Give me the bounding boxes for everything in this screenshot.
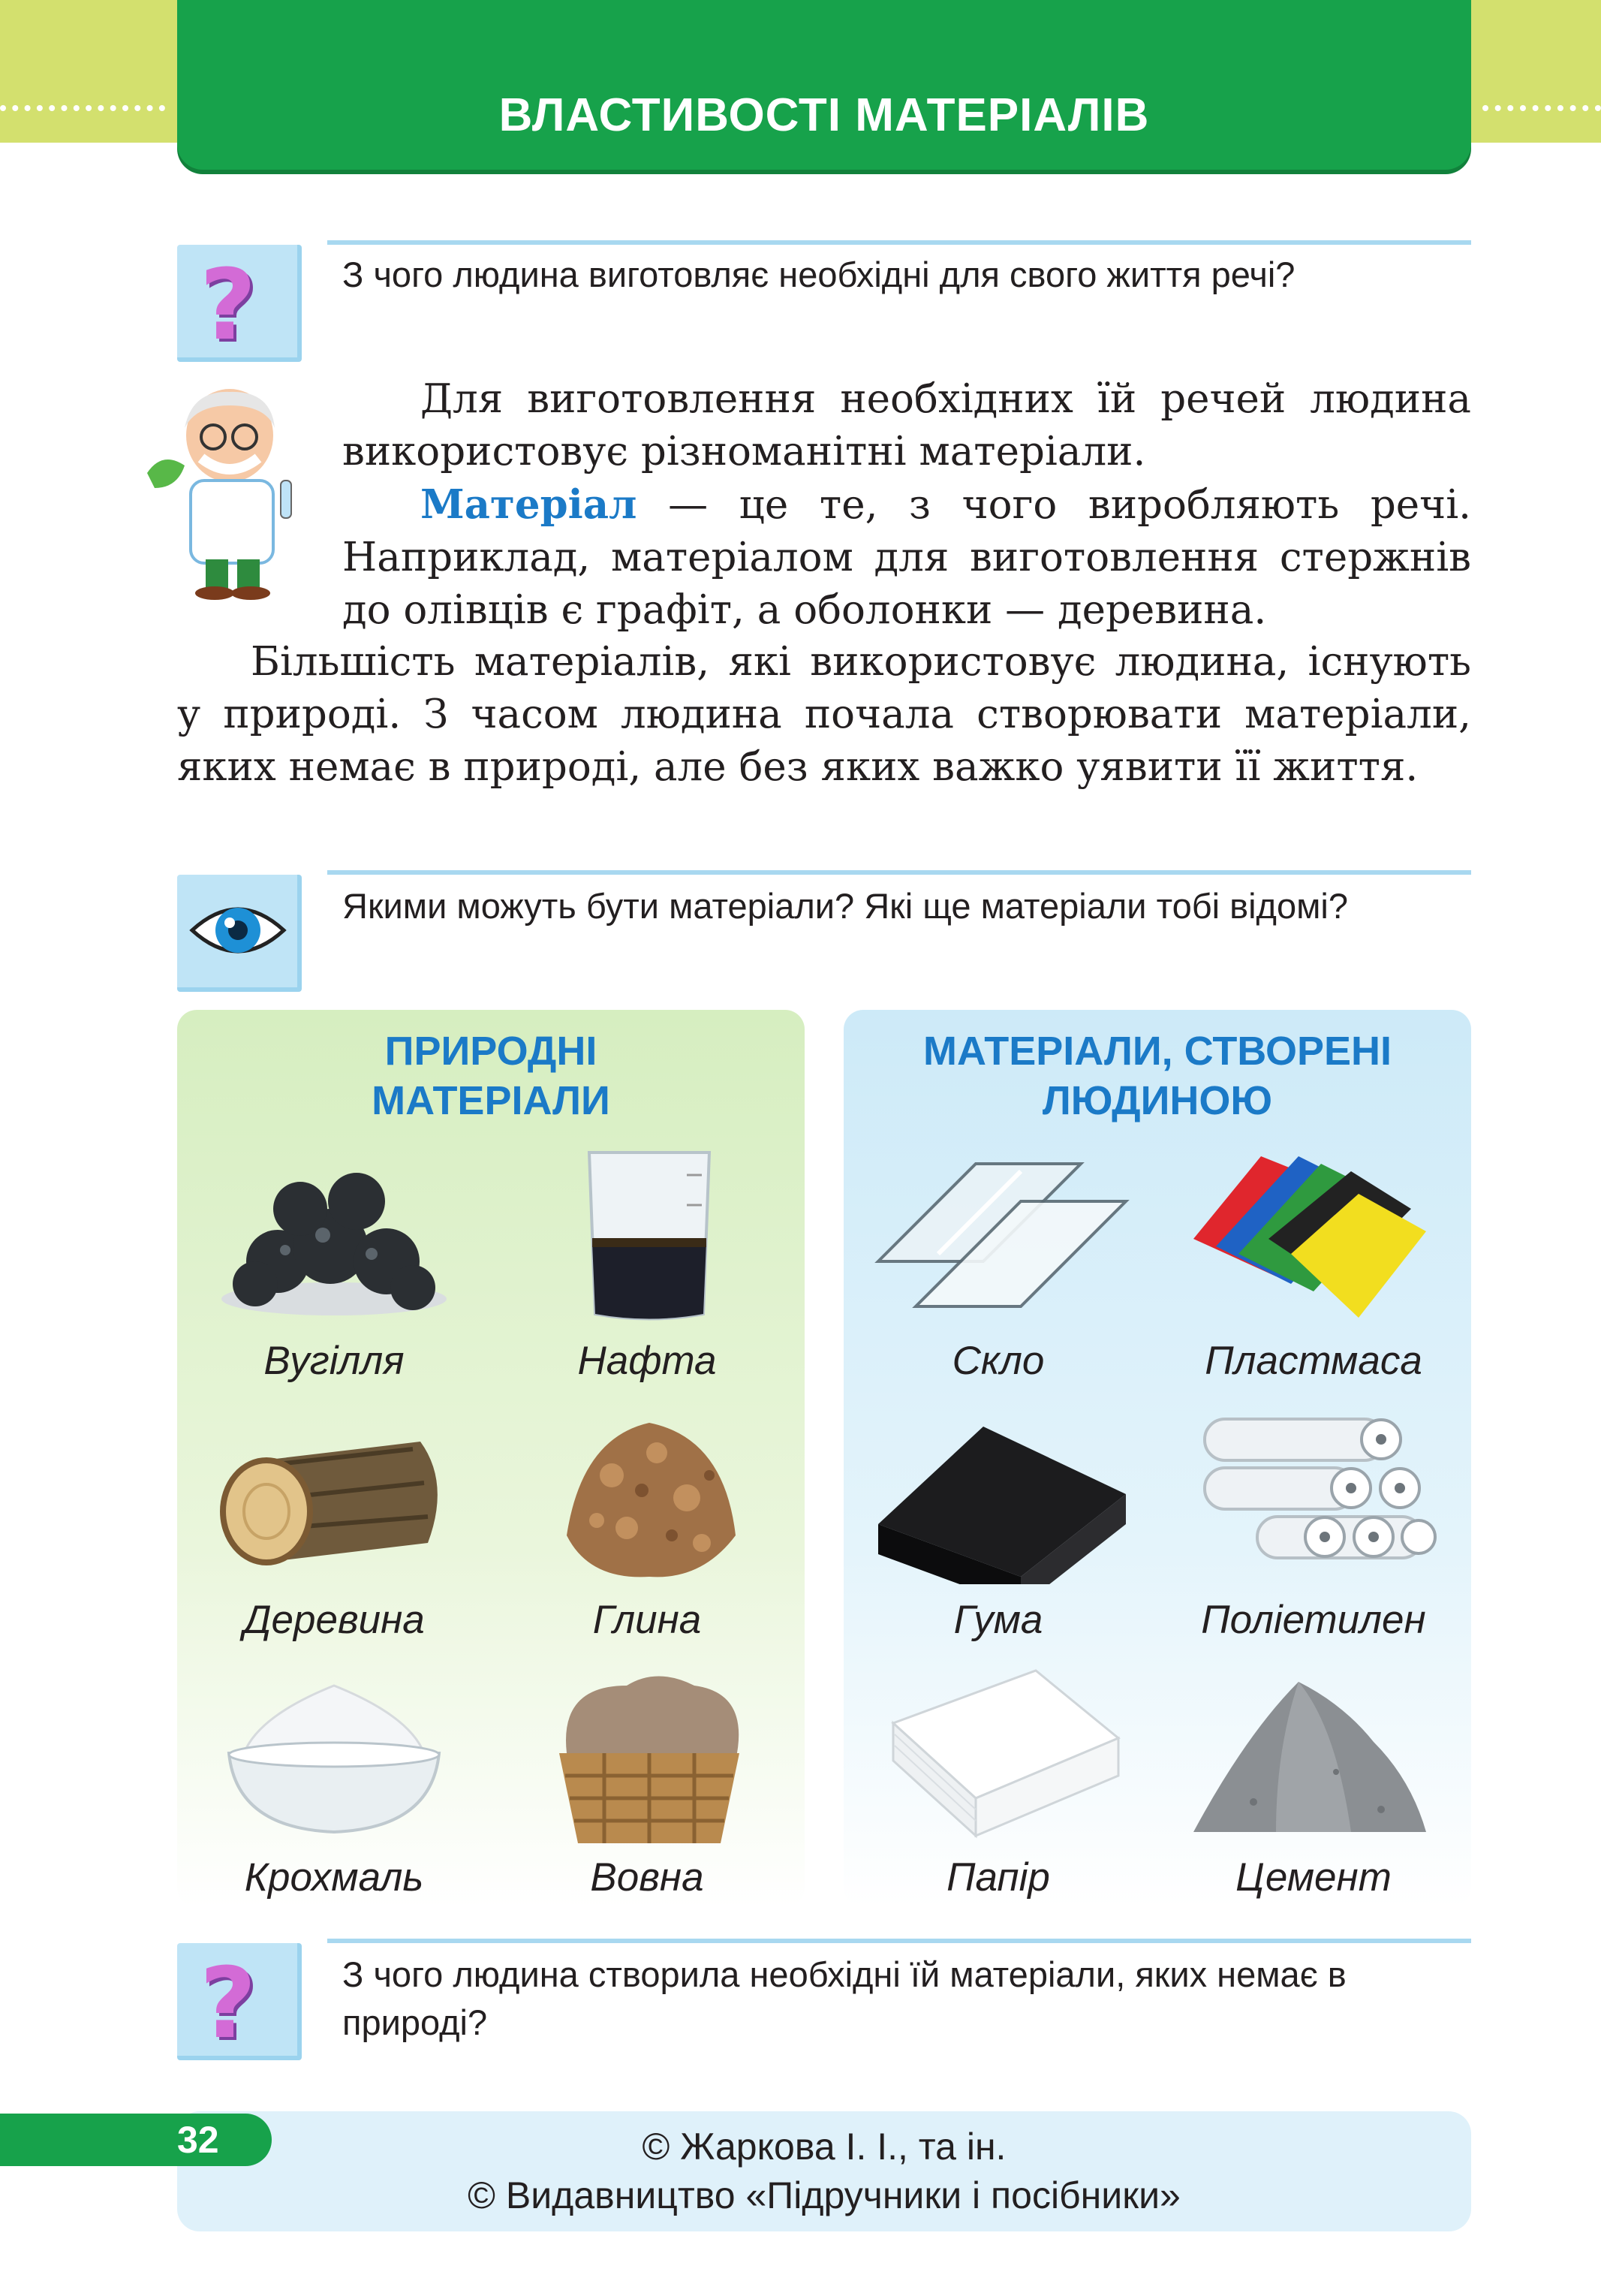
- page-number: 32: [177, 2119, 219, 2161]
- plastic-sheets-image-icon: [1186, 1141, 1434, 1321]
- natural-item-label: Деревина: [243, 1598, 425, 1642]
- natural-item-label: Вовна: [590, 1855, 704, 1900]
- copyright-publisher: © Видавництво «Підручники і посібники»: [468, 2174, 1181, 2216]
- page-title: ВЛАСТИВОСТІ МАТЕРІАЛІВ: [498, 89, 1150, 141]
- header-dots-left: [0, 105, 165, 111]
- question-mark-icon: ?: [177, 1943, 302, 2060]
- manmade-item-label: Пластмаса: [1205, 1339, 1422, 1383]
- film-rolls-image-icon: [1190, 1404, 1437, 1584]
- natural-item-label: Крохмаль: [244, 1855, 424, 1900]
- intro-paragraph-1: Для виготовлення необхідних їй речей людина використовує різноманітні матеріали.: [342, 376, 1471, 475]
- paper-stack-image-icon: [886, 1663, 1126, 1843]
- term-material: Матеріал: [420, 481, 637, 528]
- manmade-item-label: Папір: [946, 1855, 1050, 1900]
- observe-text: Якими можуть бути матеріали? Які ще матеріали тобі відомі?: [342, 886, 1349, 926]
- manmade-title-line-2: ЛЮДИНОЮ: [1042, 1078, 1273, 1123]
- header-dots-right: [1482, 105, 1601, 111]
- natural-title-line-1: ПРИРОДНІ: [384, 1029, 597, 1074]
- divider: [327, 870, 1471, 875]
- natural-item-label: Нафта: [577, 1339, 717, 1383]
- log-image-icon: [210, 1430, 458, 1580]
- divider: [327, 240, 1471, 245]
- intro-paragraph-2: Більшість матеріалів, які використовує людина, існують у природі. З часом людина почала створювати матеріали, яких немає в природі, але без яких важко уявити її життя.: [177, 639, 1471, 790]
- coal-image-icon: [210, 1149, 458, 1321]
- cement-pile-image-icon: [1186, 1659, 1434, 1847]
- question-text: З чого людина виготовляє необхідні для свого життя речі?: [342, 255, 1296, 294]
- natural-title-line-2: МАТЕРІАЛИ: [372, 1078, 610, 1123]
- oil-beaker-image-icon: [574, 1145, 724, 1325]
- copyright-authors: © Жаркова І. І., та ін.: [642, 2126, 1007, 2168]
- wool-basket-image-icon: [544, 1663, 754, 1851]
- definition-paragraph: [342, 478, 1471, 637]
- professor-mascot-icon: [132, 383, 312, 601]
- eye-icon: [177, 875, 302, 992]
- manmade-panel-title: [844, 1026, 1471, 1125]
- manmade-item-label: Поліетилен: [1201, 1598, 1426, 1642]
- clay-image-icon: [552, 1408, 747, 1588]
- manmade-item-label: Гума: [953, 1598, 1043, 1642]
- rubber-image-icon: [871, 1412, 1133, 1584]
- natural-item-label: Вугілля: [263, 1339, 405, 1383]
- manmade-item-label: Цемент: [1235, 1855, 1392, 1900]
- question-mark-icon: ?: [177, 245, 302, 362]
- glass-sheets-image-icon: [871, 1149, 1133, 1321]
- manmade-item-label: Скло: [952, 1339, 1045, 1383]
- natural-panel-title: [177, 1026, 805, 1125]
- natural-item-label: Глина: [592, 1598, 702, 1642]
- definition-text: — це те, з чого виробляють речі. Наприклад, матеріалом для виготовлення стержнів до олівців є графіт, а оболонки — деревина.: [342, 482, 1471, 633]
- question-2-text: З чого людина створила необхідні їй матеріали, яких немає в природі?: [342, 1954, 1347, 2042]
- divider: [327, 1939, 1471, 1943]
- header-tab: [177, 0, 1471, 170]
- manmade-title-line-1: МАТЕРІАЛИ, СТВОРЕНІ: [922, 1029, 1392, 1074]
- starch-bowl-image-icon: [221, 1671, 447, 1843]
